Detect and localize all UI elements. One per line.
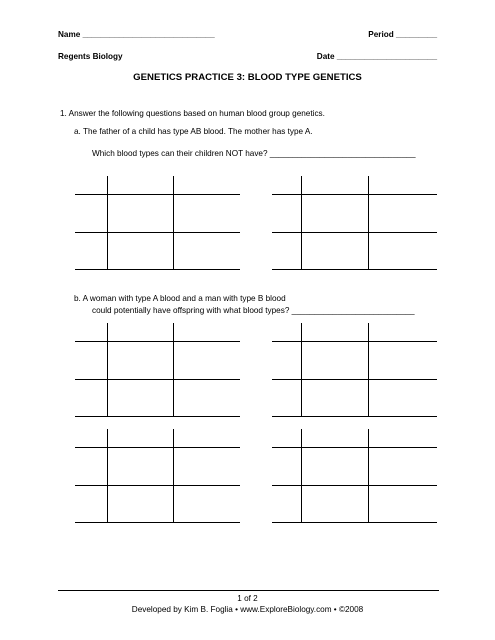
period-field-label: Period _________ [368,30,437,39]
punnett-square [272,429,437,523]
page-number: 1 of 2 [237,594,258,603]
footer-divider [58,590,439,591]
question-1a-text: a. The father of a child has type AB blood. The mother has type A. [74,127,313,136]
footer-credit: Developed by Kim B. Foglia • www.ExploreBiology.com • ©2008 [131,605,364,614]
course-label: Regents Biology [58,52,123,61]
date-field-label: Date ______________________ [316,52,437,61]
name-field-label: Name _____________________________ [58,30,215,39]
question-1a-answer-prompt: Which blood types can their children NOT have? ________________________________ [92,149,416,158]
question-1b-answer-prompt: could potentially have offspring with what blood types? ___________________________ [92,306,415,315]
punnett-square [272,176,437,270]
question-1-prompt: 1. Answer the following questions based on human blood group genetics. [60,109,325,118]
punnett-square [272,323,437,417]
punnett-square [75,429,240,523]
punnett-square [75,323,240,417]
page-title: GENETICS PRACTICE 3: BLOOD TYPE GENETICS [133,72,362,83]
question-1b-text: b. A woman with type A blood and a man with type B blood [74,294,286,303]
punnett-square [75,176,240,270]
